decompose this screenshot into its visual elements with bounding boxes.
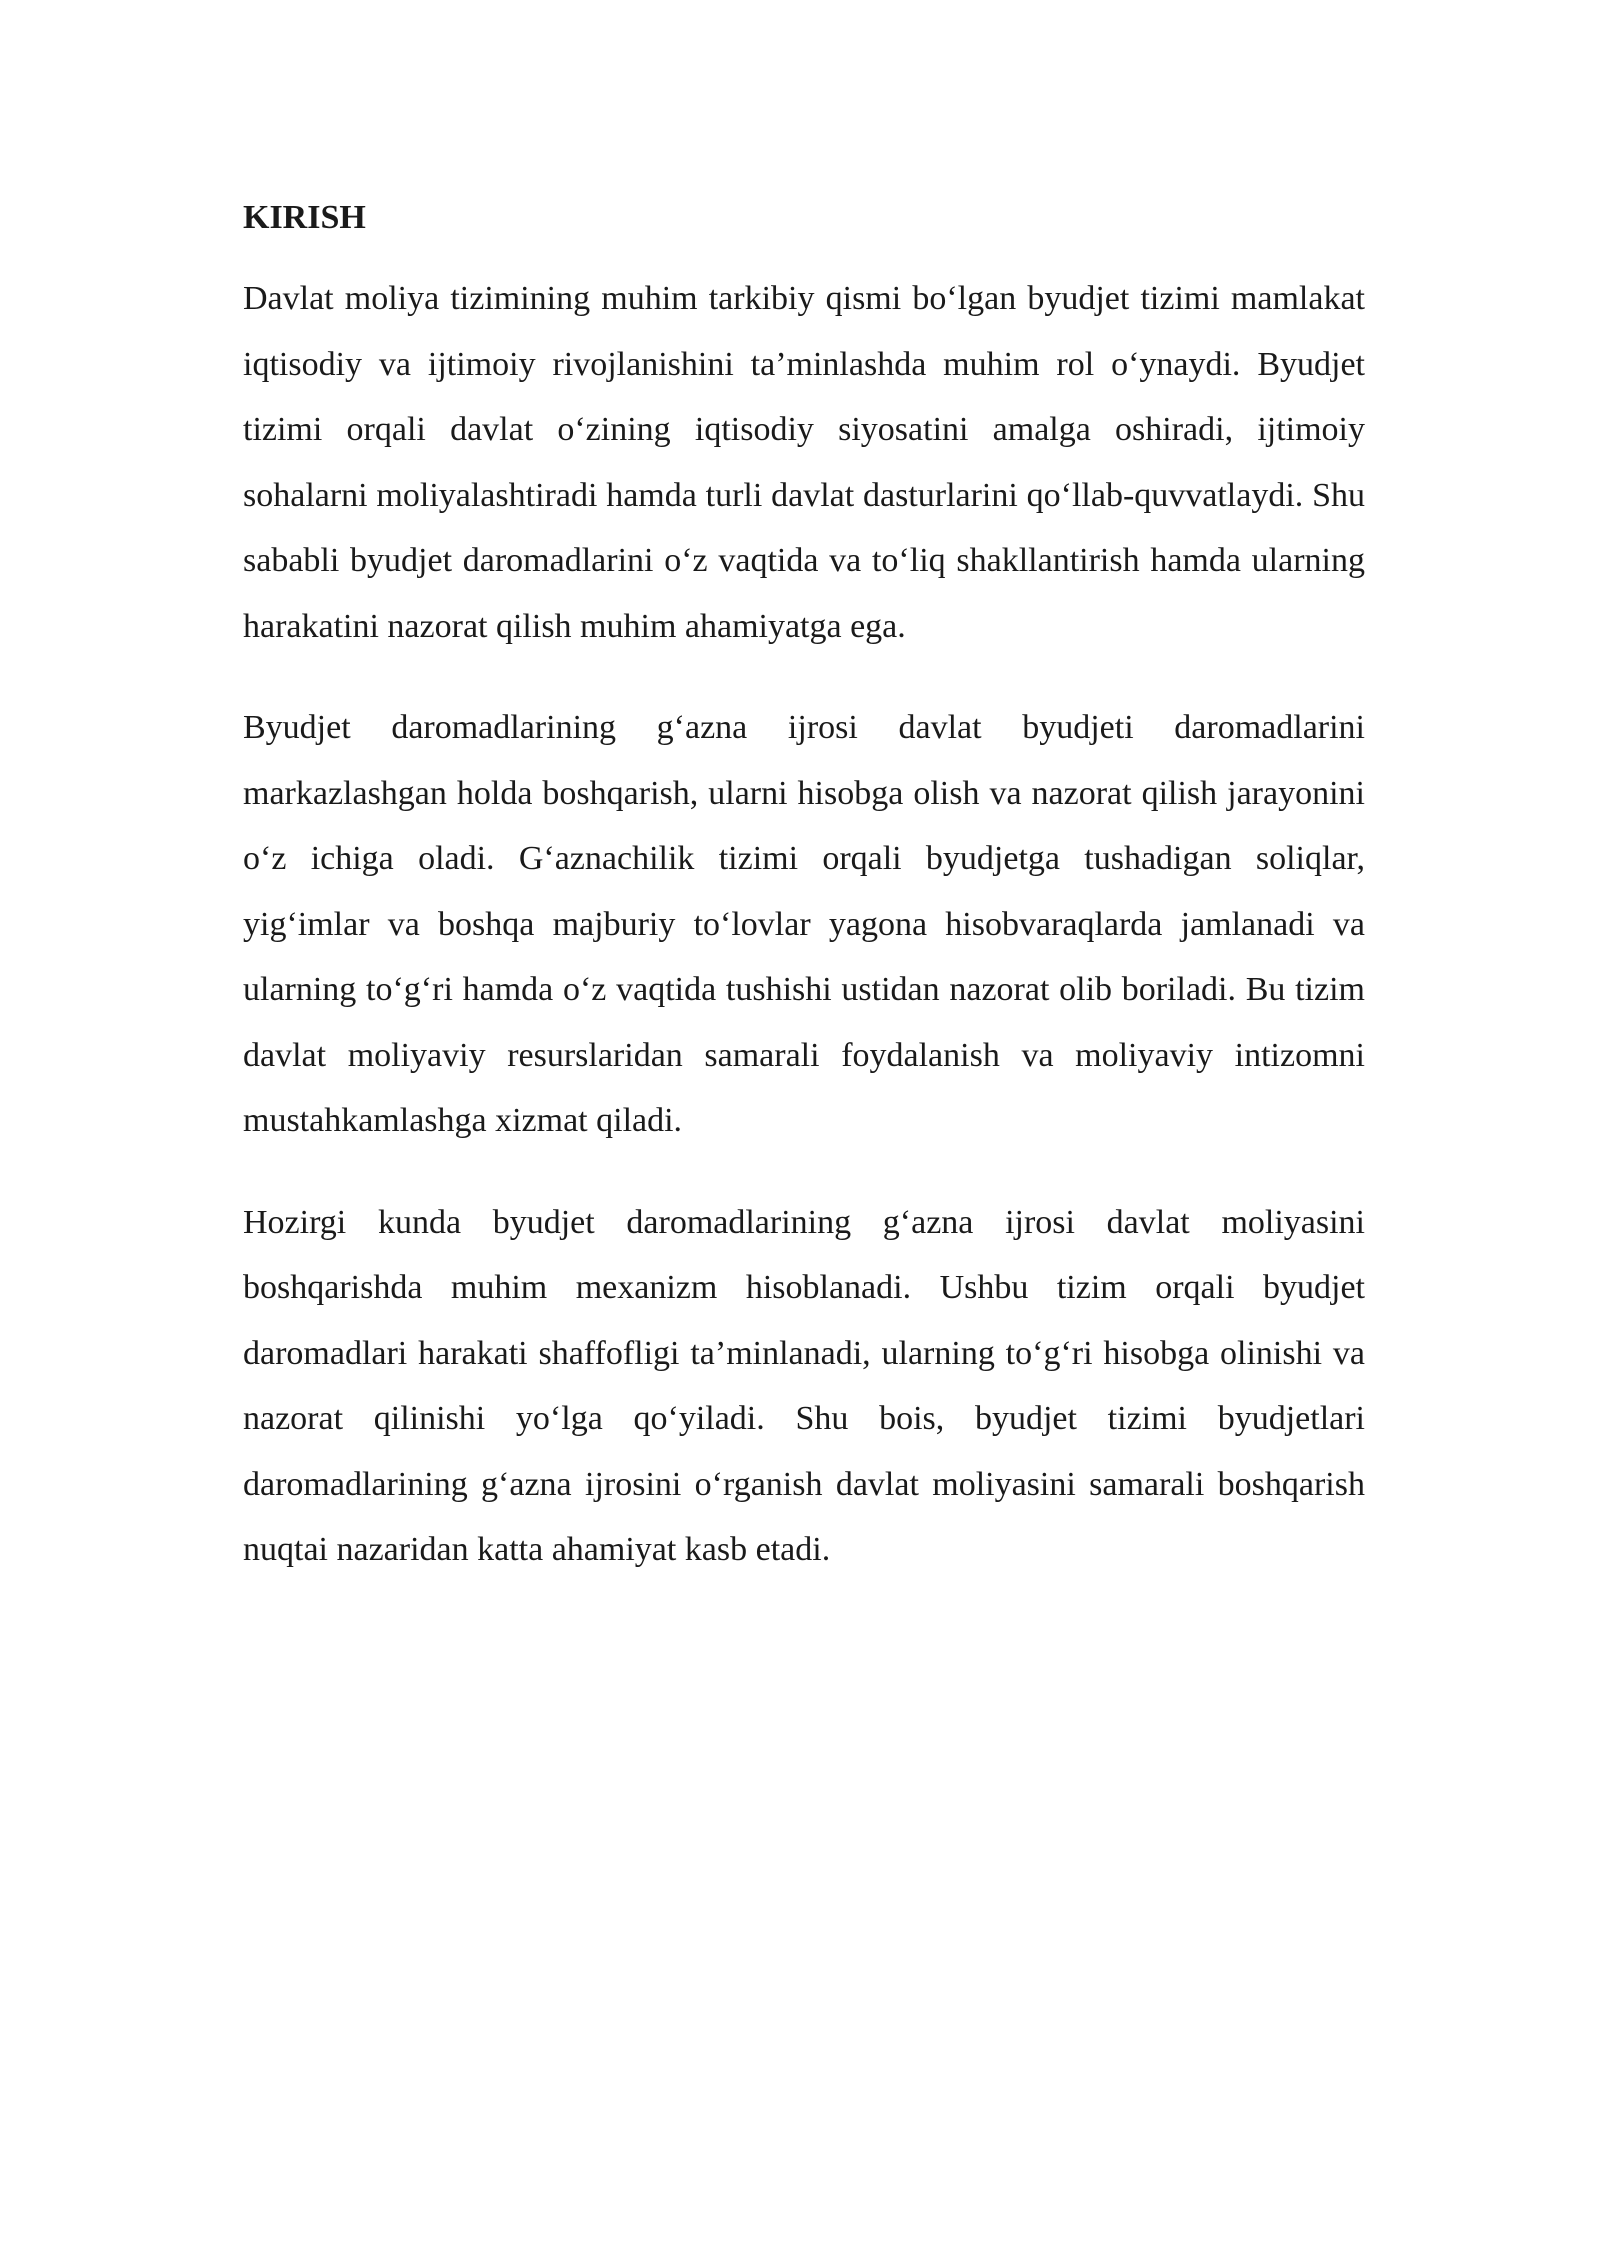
paragraph-3: Hozirgi kunda byudjet daromadlarining g‘azna ijrosi davlat moliyasini boshqarishda muhim mexanizm hisoblanadi. Ushbu tizim orqali byudjet daromadlari harakati shaffofligi ta’minlanadi, ularning to‘g‘ri hisobga olinishi va nazorat qilinishi yo‘lga qo‘yiladi. Shu bois, byudjet tizimi byudjetlari daromadlarining g‘azna ijrosini o‘rganish davlat moliyasini samarali boshqarish nuqtai nazaridan katta ahamiyat kasb etadi. [243,1203,1365,1568]
section-heading: KIRISH [243,199,366,236]
paragraph-1: Davlat moliya tizimining muhim tarkibiy qismi bo‘lgan byudjet tizimi mamlakat iqtisodiy va ijtimoiy rivojlanishini ta’minlashda muhim rol o‘ynaydi. Byudjet tizimi orqali davlat o‘zining iqtisodiy siyosatini amalga oshiradi, ijtimoiy sohalarni moliyalashtiradi hamda turli davlat dasturlarini qo‘llab-quvvatlaydi. Shu sababli byudjet daromadlarini o‘z vaqtida va to‘liq shakllantirish hamda ularning harakatini nazorat qilish muhim ahamiyatga ega. [243,280,1365,645]
paragraph-2: Byudjet daromadlarining g‘azna ijrosi davlat byudjeti daromadlarini markazlashgan holda boshqarish, ularni hisobga olish va nazorat qilish jarayonini o‘z ichiga oladi. G‘aznachilik tizimi orqali byudjetga tushadigan soliqlar, yig‘imlar va boshqa majburiy to‘lovlar yagona hisobvaraqlarda jamlanadi va ularning to‘g‘ri hamda o‘z vaqtida tushishi ustidan nazorat olib boriladi. Bu tizim davlat moliyaviy resurslaridan samarali foydalanish va moliyaviy intizomni mustahkamlashga xizmat qiladi. [243,709,1365,1139]
document-body [243,190,1365,1619]
